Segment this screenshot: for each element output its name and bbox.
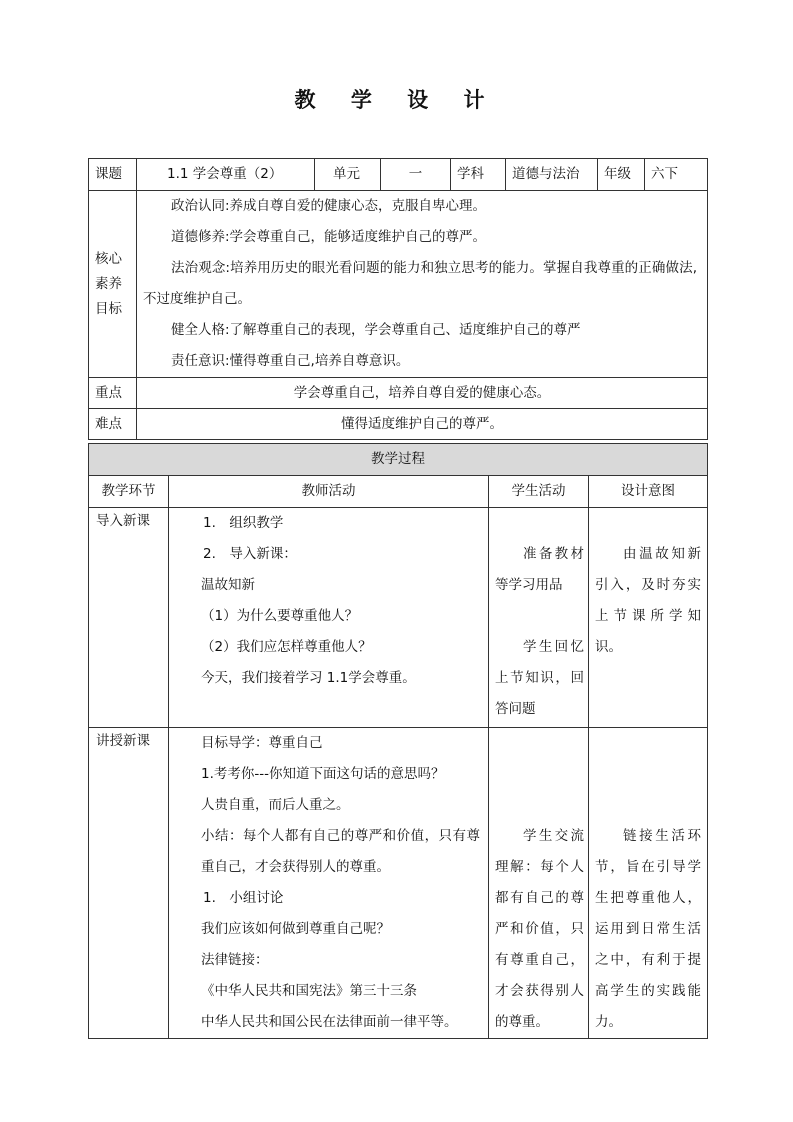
table-row xyxy=(89,508,708,728)
objective-item: 政治认同:养成自尊自爱的健康心态，克服自卑心理。 xyxy=(171,198,487,214)
header-stage: 教学环节 xyxy=(89,476,169,508)
subject-label: 学科 xyxy=(451,159,506,191)
stage-cell: 讲授新课 xyxy=(89,728,169,1039)
teacher-activity: 目标导学：尊重自己 1.考考你---你知道下面这句话的意思吗？ 人贵自重，而后人重之。 小结：每个人都有自己的尊严和价值，只有尊重自己，才会获得别人的尊重。 1. 小组讨论 我们应该如何做到尊重自己呢？ 法律链接： 《中华人民共和国宪法》第三十三条 中华人民共和国公民在法律面前一律平等。 xyxy=(169,728,489,1039)
difficult-point-label: 难点 xyxy=(89,409,137,440)
subject-value: 道德与法治 xyxy=(506,159,598,191)
student-activity: 学生交流理解：每个人都有自己的尊严和价值，只有尊重自己，才会获得别人的尊重。 xyxy=(489,728,589,1039)
course-value: 1.1 学会尊重（2） xyxy=(137,159,315,191)
course-label: 课题 xyxy=(89,159,137,191)
lesson-info-table xyxy=(88,158,708,440)
header-teacher: 教师活动 xyxy=(169,476,489,508)
design-intent: 由温故知新引入，及时夯实上节课所学知识。 xyxy=(589,508,708,728)
stage-cell: 导入新课 xyxy=(89,508,169,728)
teaching-process-table xyxy=(88,443,708,1039)
objective-item: 法治观念:培养用历史的眼光看问题的能力和独立思考的能力。掌握自我尊重的正确做法,不过度维护自己。 xyxy=(143,260,697,307)
unit-label: 单元 xyxy=(315,159,381,191)
header-intent: 设计意图 xyxy=(589,476,708,508)
objective-item: 责任意识:懂得尊重自己,培养自尊意识。 xyxy=(171,353,410,369)
key-point-value: 学会尊重自己，培养自尊自爱的健康心态。 xyxy=(137,378,708,409)
unit-value: 一 xyxy=(381,159,451,191)
header-student: 学生活动 xyxy=(489,476,589,508)
key-point-label: 重点 xyxy=(89,378,137,409)
core-objectives-label: 核心素养目标 xyxy=(89,191,137,378)
design-intent: 链接生活环节，旨在引导学生把尊重他人，运用到日常生活之中，有利于提高学生的实践能力。 xyxy=(589,728,708,1039)
difficult-point-value: 懂得适度维护自己的尊严。 xyxy=(137,409,708,440)
table-row xyxy=(89,728,708,1039)
student-activity: 准备教材等学习用品 学生回忆上节知识，回答问题 xyxy=(489,508,589,728)
process-title: 教学过程 xyxy=(89,444,708,476)
objective-item: 道德修养:学会尊重自己，能够适度维护自己的尊严。 xyxy=(171,229,487,245)
grade-value: 六下 xyxy=(645,159,708,191)
grade-label: 年级 xyxy=(598,159,645,191)
teacher-activity: 1. 组织教学 2. 导入新课： 温故知新 （1）为什么要尊重他人？ （2）我们应怎样尊重他人？ 今天，我们接着学习 1.1学会尊重。 xyxy=(169,508,489,728)
objective-item: 健全人格:了解尊重自己的表现，学会尊重自己、适度维护自己的尊严 xyxy=(171,322,581,338)
core-objectives xyxy=(137,191,708,378)
page-title: 教 学 设 计 xyxy=(294,88,499,112)
